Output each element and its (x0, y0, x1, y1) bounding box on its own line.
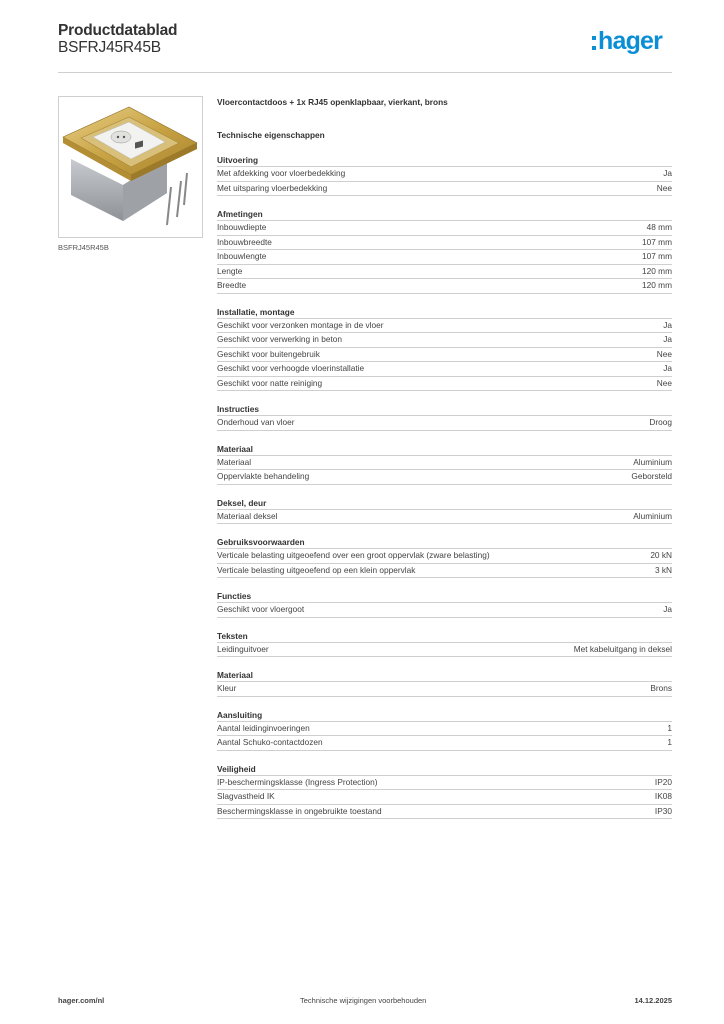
spec-section (217, 763, 672, 820)
spec-value: Brons (650, 683, 672, 693)
section-heading: Materiaal (217, 669, 672, 682)
section-heading: Uitvoering (217, 154, 672, 167)
spec-row (217, 603, 672, 618)
spec-value: Ja (663, 604, 672, 614)
spec-row (217, 470, 672, 485)
spec-value: Nee (656, 377, 672, 388)
spec-label: IP-beschermingsklasse (Ingress Protection) (217, 776, 378, 787)
spec-row (217, 236, 672, 251)
spec-row (217, 790, 672, 805)
spec-section (217, 443, 672, 485)
spec-row (217, 456, 672, 471)
spec-label: Inbouwlengte (217, 251, 267, 261)
product-code: BSFRJ45R45B (58, 39, 161, 56)
spec-label: Kleur (217, 683, 237, 693)
spec-sections (217, 154, 672, 819)
spec-value: IP30 (654, 805, 672, 816)
spec-row (217, 319, 672, 334)
section-heading: Functies (217, 590, 672, 603)
spec-value: Ja (663, 363, 672, 373)
section-heading: Gebruiksvoorwaarden (217, 536, 672, 549)
spec-label: Materiaal (217, 456, 252, 467)
spec-label: Aantal leidinginvoeringen (217, 722, 310, 733)
spec-label: Slagvastheid IK (217, 791, 275, 801)
spec-value: Geborsteld (631, 471, 672, 481)
section-heading: Aansluiting (217, 709, 672, 722)
spec-label: Lengte (217, 265, 243, 276)
spec-label: Inbouwdiepte (217, 222, 267, 232)
logo-text: hager (598, 26, 663, 55)
logo-colon-icon (592, 36, 596, 50)
spec-value: 107 mm (642, 251, 672, 261)
spec-section (217, 669, 672, 697)
spec-row (217, 643, 672, 658)
spec-row (217, 564, 672, 579)
spec-value: 1 (667, 722, 672, 733)
footer-date: 14.12.2025 (634, 996, 672, 1005)
spec-section (217, 403, 672, 431)
spec-label: Onderhoud van vloer (217, 417, 295, 427)
spec-row (217, 682, 672, 697)
section-heading: Materiaal (217, 443, 672, 456)
spec-value: Ja (663, 319, 672, 330)
spec-value: Nee (656, 348, 672, 359)
spec-label: Materiaal deksel (217, 510, 278, 521)
spec-label: Geschikt voor verzonken montage in de vloer (217, 319, 384, 330)
spec-row (217, 182, 672, 197)
spec-value: Aluminium (633, 510, 672, 521)
spec-value: Ja (663, 168, 672, 178)
spec-value: IP20 (654, 776, 672, 787)
spec-label: Leidinguitvoer (217, 643, 269, 654)
spec-row (217, 722, 672, 737)
spec-section (217, 154, 672, 196)
image-caption: BSFRJ45R45B (58, 243, 109, 252)
spec-row (217, 348, 672, 363)
section-heading: Veiligheid (217, 763, 672, 776)
spec-row (217, 167, 672, 182)
header-divider (58, 72, 672, 73)
spec-value: Met kabeluitgang in deksel (573, 643, 672, 654)
spec-label: Oppervlakte behandeling (217, 471, 310, 481)
spec-value: 3 kN (654, 564, 672, 575)
spec-section (217, 208, 672, 294)
spec-row (217, 377, 672, 392)
footer-website: hager.com/nl (58, 996, 105, 1005)
spec-value: IK08 (654, 791, 672, 801)
spec-value: 48 mm (646, 222, 672, 232)
spec-value: Nee (656, 182, 672, 193)
spec-label: Verticale belasting uitgeoefend op een klein oppervlak (217, 564, 416, 575)
spec-label: Met uitsparing vloerbedekking (217, 182, 328, 193)
section-heading: Instructies (217, 403, 672, 416)
spec-row (217, 265, 672, 280)
spec-section (217, 630, 672, 658)
footer-disclaimer: Technische wijzigingen voorbehouden (300, 996, 427, 1005)
spec-value: 120 mm (642, 280, 672, 290)
spec-row (217, 549, 672, 564)
spec-row (217, 776, 672, 791)
spec-row (217, 362, 672, 377)
spec-label: Met afdekking voor vloerbedekking (217, 168, 346, 178)
hager-logo (592, 26, 662, 56)
spec-value: 107 mm (642, 236, 672, 247)
spec-section (217, 709, 672, 751)
section-heading: Installatie, montage (217, 306, 672, 319)
spec-label: Aantal Schuko-contactdozen (217, 737, 323, 747)
spec-label: Geschikt voor verhoogde vloerinstallatie (217, 363, 365, 373)
section-heading: Deksel, deur (217, 497, 672, 510)
page-title: Productdatablad (58, 22, 178, 39)
product-title: Vloercontactdoos + 1x RJ45 openklapbaar, vierkant, brons (217, 97, 448, 107)
spec-value: Ja (663, 334, 672, 344)
spec-value: Aluminium (633, 456, 672, 467)
spec-row (217, 250, 672, 265)
spec-row (217, 221, 672, 236)
datasheet-main (217, 96, 672, 819)
spec-row (217, 510, 672, 525)
section-heading: Afmetingen (217, 208, 672, 221)
spec-label: Geschikt voor vloergoot (217, 604, 305, 614)
spec-label: Beschermingsklasse in ongebruikte toestand (217, 805, 382, 816)
spec-label: Geschikt voor natte reiniging (217, 377, 323, 388)
spec-row (217, 416, 672, 431)
spec-label: Geschikt voor verwerking in beton (217, 334, 342, 344)
section-heading: Teksten (217, 630, 672, 643)
spec-value: 1 (667, 737, 672, 747)
product-image (58, 96, 203, 238)
spec-label: Breedte (217, 280, 247, 290)
spec-value: 20 kN (650, 550, 672, 560)
spec-row (217, 736, 672, 751)
floor-box-icon (59, 97, 202, 237)
spec-label: Verticale belasting uitgeoefend over een groot oppervlak (zware belasting) (217, 550, 490, 560)
tech-heading: Technische eigenschappen (217, 130, 325, 140)
spec-section (217, 590, 672, 618)
spec-row (217, 333, 672, 348)
spec-section (217, 536, 672, 578)
spec-label: Inbouwbreedte (217, 236, 272, 247)
spec-section (217, 497, 672, 525)
spec-row (217, 279, 672, 294)
spec-label: Geschikt voor buitengebruik (217, 348, 320, 359)
spec-row (217, 805, 672, 820)
spec-value: Droog (649, 417, 672, 427)
spec-value: 120 mm (642, 265, 672, 276)
spec-section (217, 306, 672, 392)
